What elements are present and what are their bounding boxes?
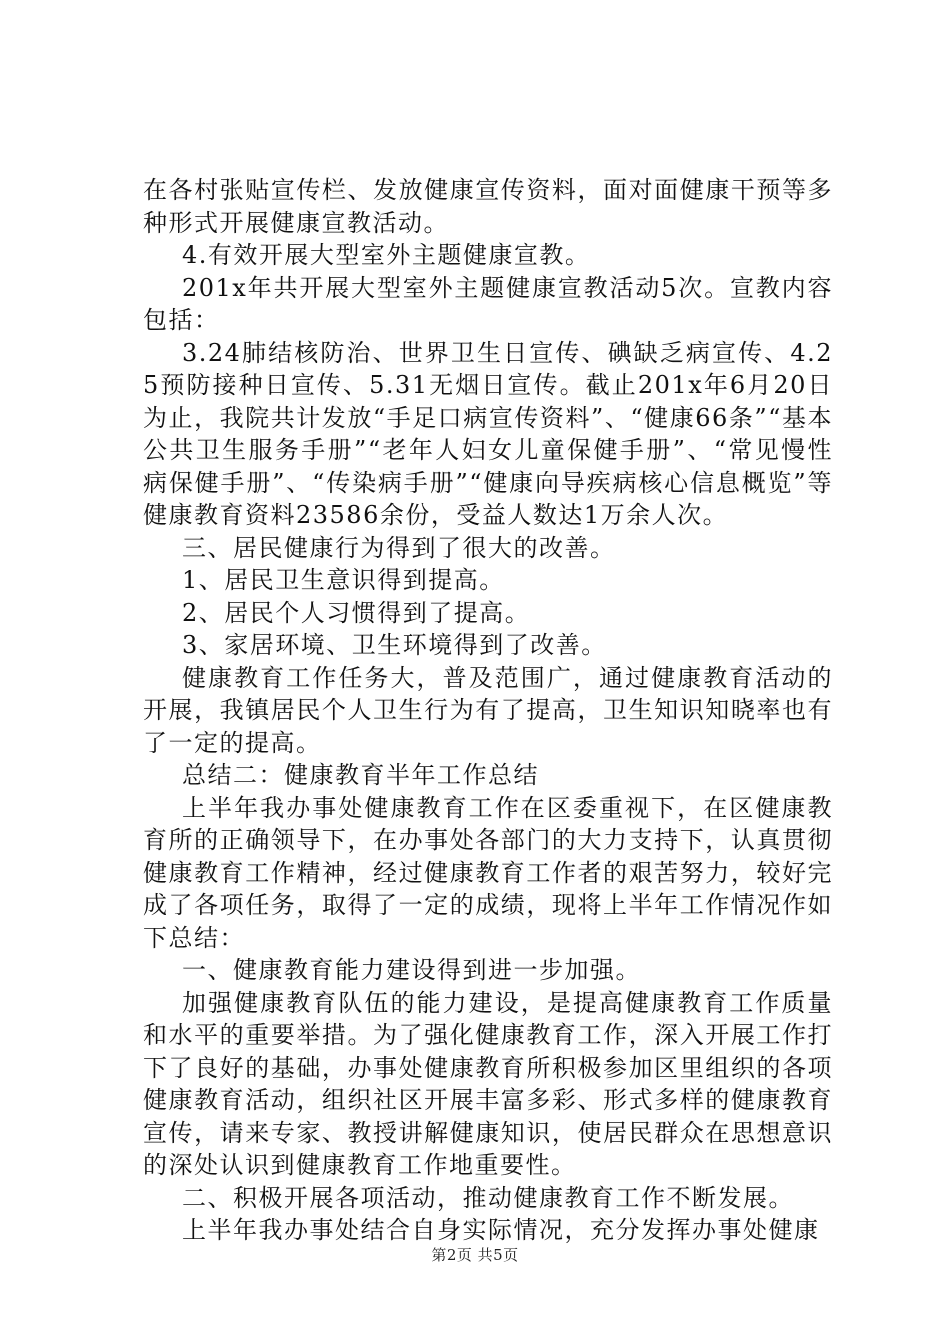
list-item: 2、居民个人习惯得到了提高。 (182, 598, 531, 627)
list-item: 3、家居环境、卫生环境得到了改善。 (182, 631, 607, 659)
paragraph: 健康教育工作任务大，普及范围广，通过健康教育活动的开展，我镇居民个人卫生行为有了提高，卫生知识知晓率也有了一定的提高。 (143, 663, 833, 757)
document-body (143, 174, 833, 1247)
paragraph: 加强健康教育队伍的能力建设，是提高健康教育工作质量和水平的重要举措。为了强化健康教育工作，深入开展工作打下了良好的基础，办事处健康教育所积极参加区里组织的各项健康教育活动，组织社区开展丰富多彩、形式多样的健康教育宣传，请来专家、教授讲解健康知识，使居民群众在思想意识的深处认识到健康教育工作地重要性。 (143, 988, 833, 1179)
page-number-footer: 第2页 共5页 (431, 1246, 519, 1264)
document-subtitle: 总结二：健康教育半年工作总结 (182, 761, 539, 789)
paragraph: 4.有效开展大型室外主题健康宣教。 (182, 241, 591, 269)
paragraph: 上半年我办事处结合自身实际情况，充分发挥办事处健康 (182, 1216, 820, 1244)
paragraph: 3.24肺结核防治、世界卫生日宣传、碘缺乏病宣传、4.25预防接种日宣传、5.31无烟日宣传。截止201x年6月20日为止，我院共计发放“手足口病宣传资料”、“健康66条”“基本公共卫生服务手册”“老年人妇女儿童保健手册”、“常见慢性病保健手册”、“传染病手册”“健康向导疾病核心信息概览”等健康教育资料23586余份，受益人数达1万余人次。 (143, 338, 833, 529)
paragraph: 201x年共开展大型室外主题健康宣教活动5次。宣教内容包括： (143, 273, 833, 334)
paragraph: 在各村张贴宣传栏、发放健康宣传资料，面对面健康干预等多种形式开展健康宣教活动。 (143, 176, 833, 237)
section-heading: 二、积极开展各项活动，推动健康教育工作不断发展。 (182, 1183, 794, 1212)
paragraph: 上半年我办事处健康教育工作在区委重视下，在区健康教育所的正确领导下，在办事处各部门的大力支持下，认真贯彻健康教育工作精神，经过健康教育工作者的艰苦努力，较好完成了各项任务，取得了一定的成绩，现将上半年工作情况作如下总结： (143, 793, 833, 952)
list-item: 1、居民卫生意识得到提高。 (182, 566, 505, 594)
section-heading: 三、居民健康行为得到了很大的改善。 (182, 533, 616, 562)
section-heading: 一、健康教育能力建设得到进一步加强。 (182, 956, 641, 984)
